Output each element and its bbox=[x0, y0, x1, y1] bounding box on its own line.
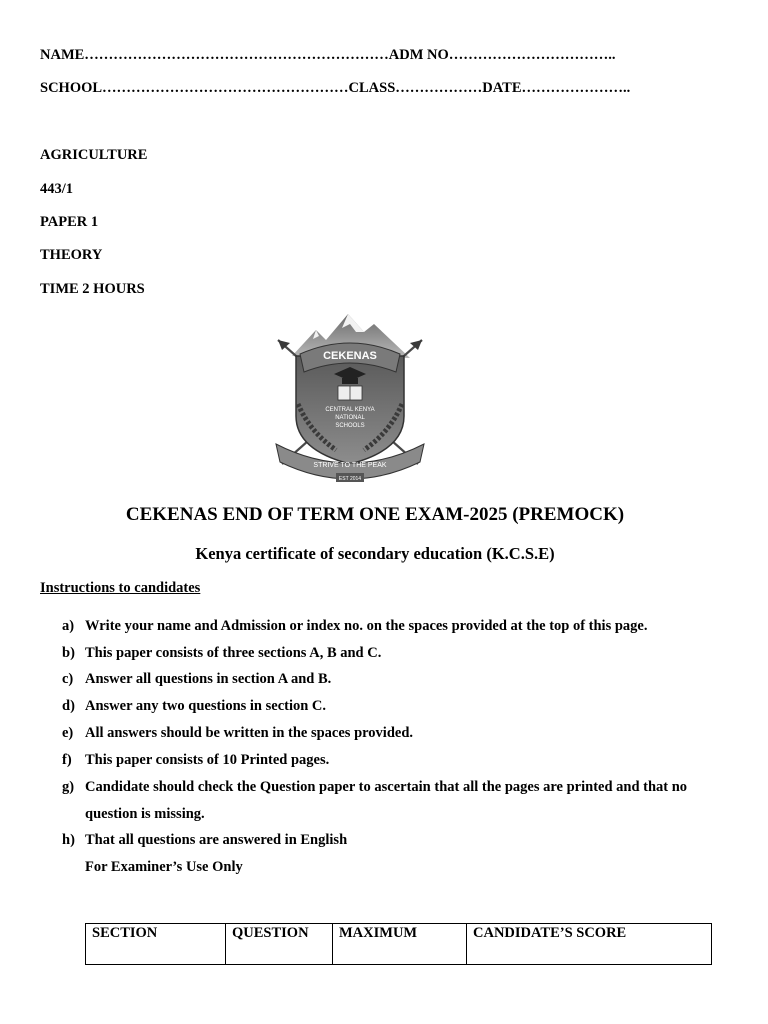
instruction-continuation: question is missing. bbox=[85, 806, 205, 822]
logo-banner-text: CEKENAS bbox=[323, 350, 377, 362]
table-header-candidate-score: CANDIDATE’S SCORE bbox=[467, 924, 712, 965]
instruction-item bbox=[62, 645, 381, 662]
table-header-maximum: MAXIMUM bbox=[333, 924, 467, 965]
cekenas-logo bbox=[270, 312, 430, 490]
instruction-text: Write your name and Admission or index no. on the spaces provided at the top of this page. bbox=[85, 618, 648, 634]
paper-number: PAPER 1 bbox=[40, 214, 99, 230]
examiner-use-note: For Examiner’s Use Only bbox=[85, 859, 243, 875]
instruction-letter: a) bbox=[62, 618, 75, 634]
table-header-section: SECTION bbox=[86, 924, 226, 965]
instruction-letter: h) bbox=[62, 832, 75, 848]
logo-shield-line-3: SCHOOLS bbox=[335, 423, 365, 429]
instruction-item bbox=[62, 725, 413, 742]
time-allowed: TIME 2 HOURS bbox=[40, 281, 145, 297]
instruction-text: This paper consists of 10 Printed pages. bbox=[85, 752, 330, 768]
instruction-text: All answers should be written in the spaces provided. bbox=[85, 725, 414, 741]
school-class-date-line: SCHOOL……………………………………………CLASS………………DATE………………….. bbox=[40, 80, 631, 96]
name-adm-line: NAME………………………………………………………ADM NO…………………………….. bbox=[40, 47, 616, 63]
subject-label: AGRICULTURE bbox=[40, 147, 148, 163]
paper-type: THEORY bbox=[40, 247, 103, 263]
instruction-letter: e) bbox=[62, 725, 74, 741]
instruction-letter: d) bbox=[62, 698, 75, 714]
instruction-letter: f) bbox=[62, 752, 72, 768]
logo-shield-line-1: CENTRAL KENYA bbox=[325, 407, 375, 413]
examiner-score-table bbox=[85, 923, 712, 965]
instruction-text: Answer any two questions in section C. bbox=[85, 698, 327, 714]
exam-subtitle: Kenya certificate of secondary education (K.C.S.E) bbox=[195, 544, 555, 563]
paper-code: 443/1 bbox=[40, 181, 74, 197]
table-header-question: QUESTION bbox=[226, 924, 333, 965]
instruction-text: Candidate should check the Question paper to ascertain that all the pages are printed and that no bbox=[85, 779, 688, 795]
instruction-item bbox=[62, 698, 326, 715]
instruction-item bbox=[62, 832, 347, 849]
instructions-heading: Instructions to candidates bbox=[40, 580, 201, 596]
logo-shield-line-2: NATIONAL bbox=[335, 415, 365, 421]
instruction-text: That all questions are answered in English bbox=[85, 832, 348, 848]
instruction-item bbox=[62, 752, 329, 769]
instruction-item bbox=[62, 779, 687, 796]
instruction-text: This paper consists of three sections A, B and C. bbox=[85, 645, 382, 661]
instruction-item bbox=[62, 671, 331, 688]
logo-est: EST 2014 bbox=[338, 476, 362, 482]
instruction-text: Answer all questions in section A and B. bbox=[85, 671, 332, 687]
instruction-letter: b) bbox=[62, 645, 75, 661]
table-header-row bbox=[86, 924, 712, 965]
logo-motto: STRIVE TO THE PEAK bbox=[313, 462, 387, 469]
instruction-item bbox=[62, 618, 647, 635]
instruction-letter: c) bbox=[62, 671, 74, 687]
instruction-letter: g) bbox=[62, 779, 75, 795]
exam-title: CEKENAS END OF TERM ONE EXAM-2025 (PREMOCK) bbox=[125, 504, 625, 525]
